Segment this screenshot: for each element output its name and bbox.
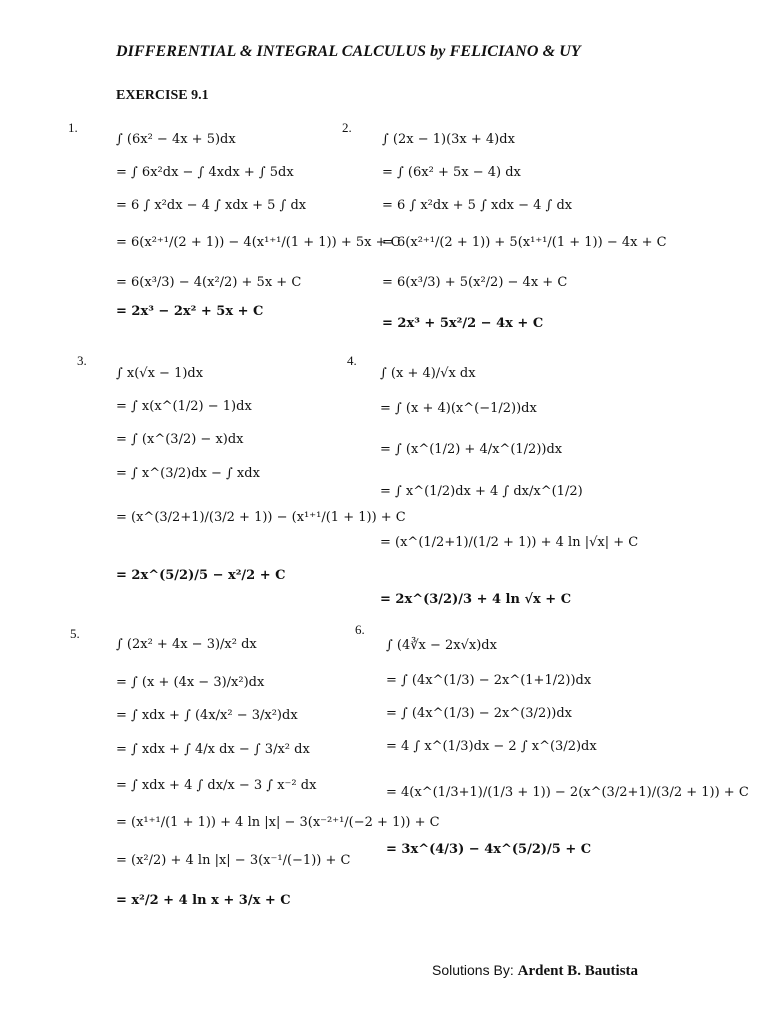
math-line: = (x^(1/2+1)/(1/2 + 1)) + 4 ln |√x| + C (380, 535, 639, 550)
math-line: = 6 ∫ x²dx + 5 ∫ xdx − 4 ∫ dx (382, 198, 573, 213)
math-result: = 2x^(3/2)/3 + 4 ln √x + C (380, 592, 572, 607)
problem-number: 4. (347, 353, 357, 368)
math-line: = ∫ 6x²dx − ∫ 4xdx + ∫ 5dx (116, 165, 294, 180)
math-line: = ∫ xdx + ∫ 4/x dx − ∫ 3/x² dx (116, 742, 310, 757)
math-result: = 2x^(5/2)/5 − x²/2 + C (116, 568, 286, 583)
math-line: = ∫ (x^(3/2) − x)dx (116, 432, 244, 447)
math-line: = 4(x^(1/3+1)/(1/3 + 1)) − 2(x^(3/2+1)/(3/2 + 1)) + C (386, 785, 749, 800)
math-line: = ∫ (4x^(1/3) − 2x^(1+1/2))dx (386, 673, 592, 688)
math-line: = 6 ∫ x²dx − 4 ∫ xdx + 5 ∫ dx (116, 198, 307, 213)
math-line: ∫ (4∛x − 2x√x)dx (386, 638, 497, 653)
exercise-heading: EXERCISE 9.1 (116, 88, 209, 103)
footer-label: Solutions By: (432, 962, 514, 978)
math-line: ∫ (2x² + 4x − 3)/x² dx (116, 637, 257, 652)
math-line: = ∫ (4x^(1/3) − 2x^(3/2))dx (386, 706, 573, 721)
math-line: ∫ (x + 4)/√x dx (380, 366, 476, 381)
math-line: ∫ (6x² − 4x + 5)dx (116, 132, 236, 147)
math-line: = ∫ xdx + 4 ∫ dx/x − 3 ∫ x⁻² dx (116, 778, 317, 793)
math-line: = ∫ x^(1/2)dx + 4 ∫ dx/x^(1/2) (380, 484, 583, 499)
math-result: = 3x^(4/3) − 4x^(5/2)/5 + C (386, 842, 592, 857)
math-line: = 4 ∫ x^(1/3)dx − 2 ∫ x^(3/2)dx (386, 739, 597, 754)
footer-credit (432, 962, 638, 980)
math-result: = 2x³ − 2x² + 5x + C (116, 304, 264, 319)
math-line: = ∫ (6x² + 5x − 4) dx (382, 165, 521, 180)
math-line: = (x¹⁺¹/(1 + 1)) + 4 ln |x| − 3(x⁻²⁺¹/(−2 + 1)) + C (116, 815, 440, 830)
problem-number: 3. (77, 353, 87, 368)
problem-number: 5. (70, 626, 80, 641)
math-line: = ∫ x^(3/2)dx − ∫ xdx (116, 466, 260, 481)
math-line: = ∫ (x + 4)(x^(−1/2))dx (380, 401, 537, 416)
math-result: = x²/2 + 4 ln x + 3/x + C (116, 893, 291, 908)
math-result: = 2x³ + 5x²/2 − 4x + C (382, 316, 544, 331)
math-line: = ∫ x(x^(1/2) − 1)dx (116, 399, 252, 414)
math-line: = ∫ (x + (4x − 3)/x²)dx (116, 675, 265, 690)
problem-number: 2. (342, 120, 352, 135)
math-line: = 6(x²⁺¹/(2 + 1)) − 4(x¹⁺¹/(1 + 1)) + 5x + C (116, 235, 401, 250)
math-line: = 6(x³/3) − 4(x²/2) + 5x + C (116, 275, 302, 290)
math-line: = ∫ xdx + ∫ (4x/x² − 3/x²)dx (116, 708, 298, 723)
math-line: = ∫ (x^(1/2) + 4/x^(1/2))dx (380, 442, 563, 457)
math-line: = (x^(3/2+1)/(3/2 + 1)) − (x¹⁺¹/(1 + 1)) + C (116, 510, 406, 525)
math-line: = 6(x³/3) + 5(x²/2) − 4x + C (382, 275, 568, 290)
math-line: = (x²/2) + 4 ln |x| − 3(x⁻¹/(−1)) + C (116, 853, 351, 868)
footer-author: Ardent B. Bautista (517, 963, 639, 979)
document-title: DIFFERENTIAL & INTEGRAL CALCULUS by FELICIANO & UY (116, 43, 581, 60)
math-line: ∫ x(√x − 1)dx (116, 366, 204, 381)
math-line: ∫ (2x − 1)(3x + 4)dx (382, 132, 515, 147)
problem-number: 1. (68, 120, 78, 135)
problem-number: 6. (355, 622, 365, 637)
math-line: = 6(x²⁺¹/(2 + 1)) + 5(x¹⁺¹/(1 + 1)) − 4x + C (382, 235, 667, 250)
